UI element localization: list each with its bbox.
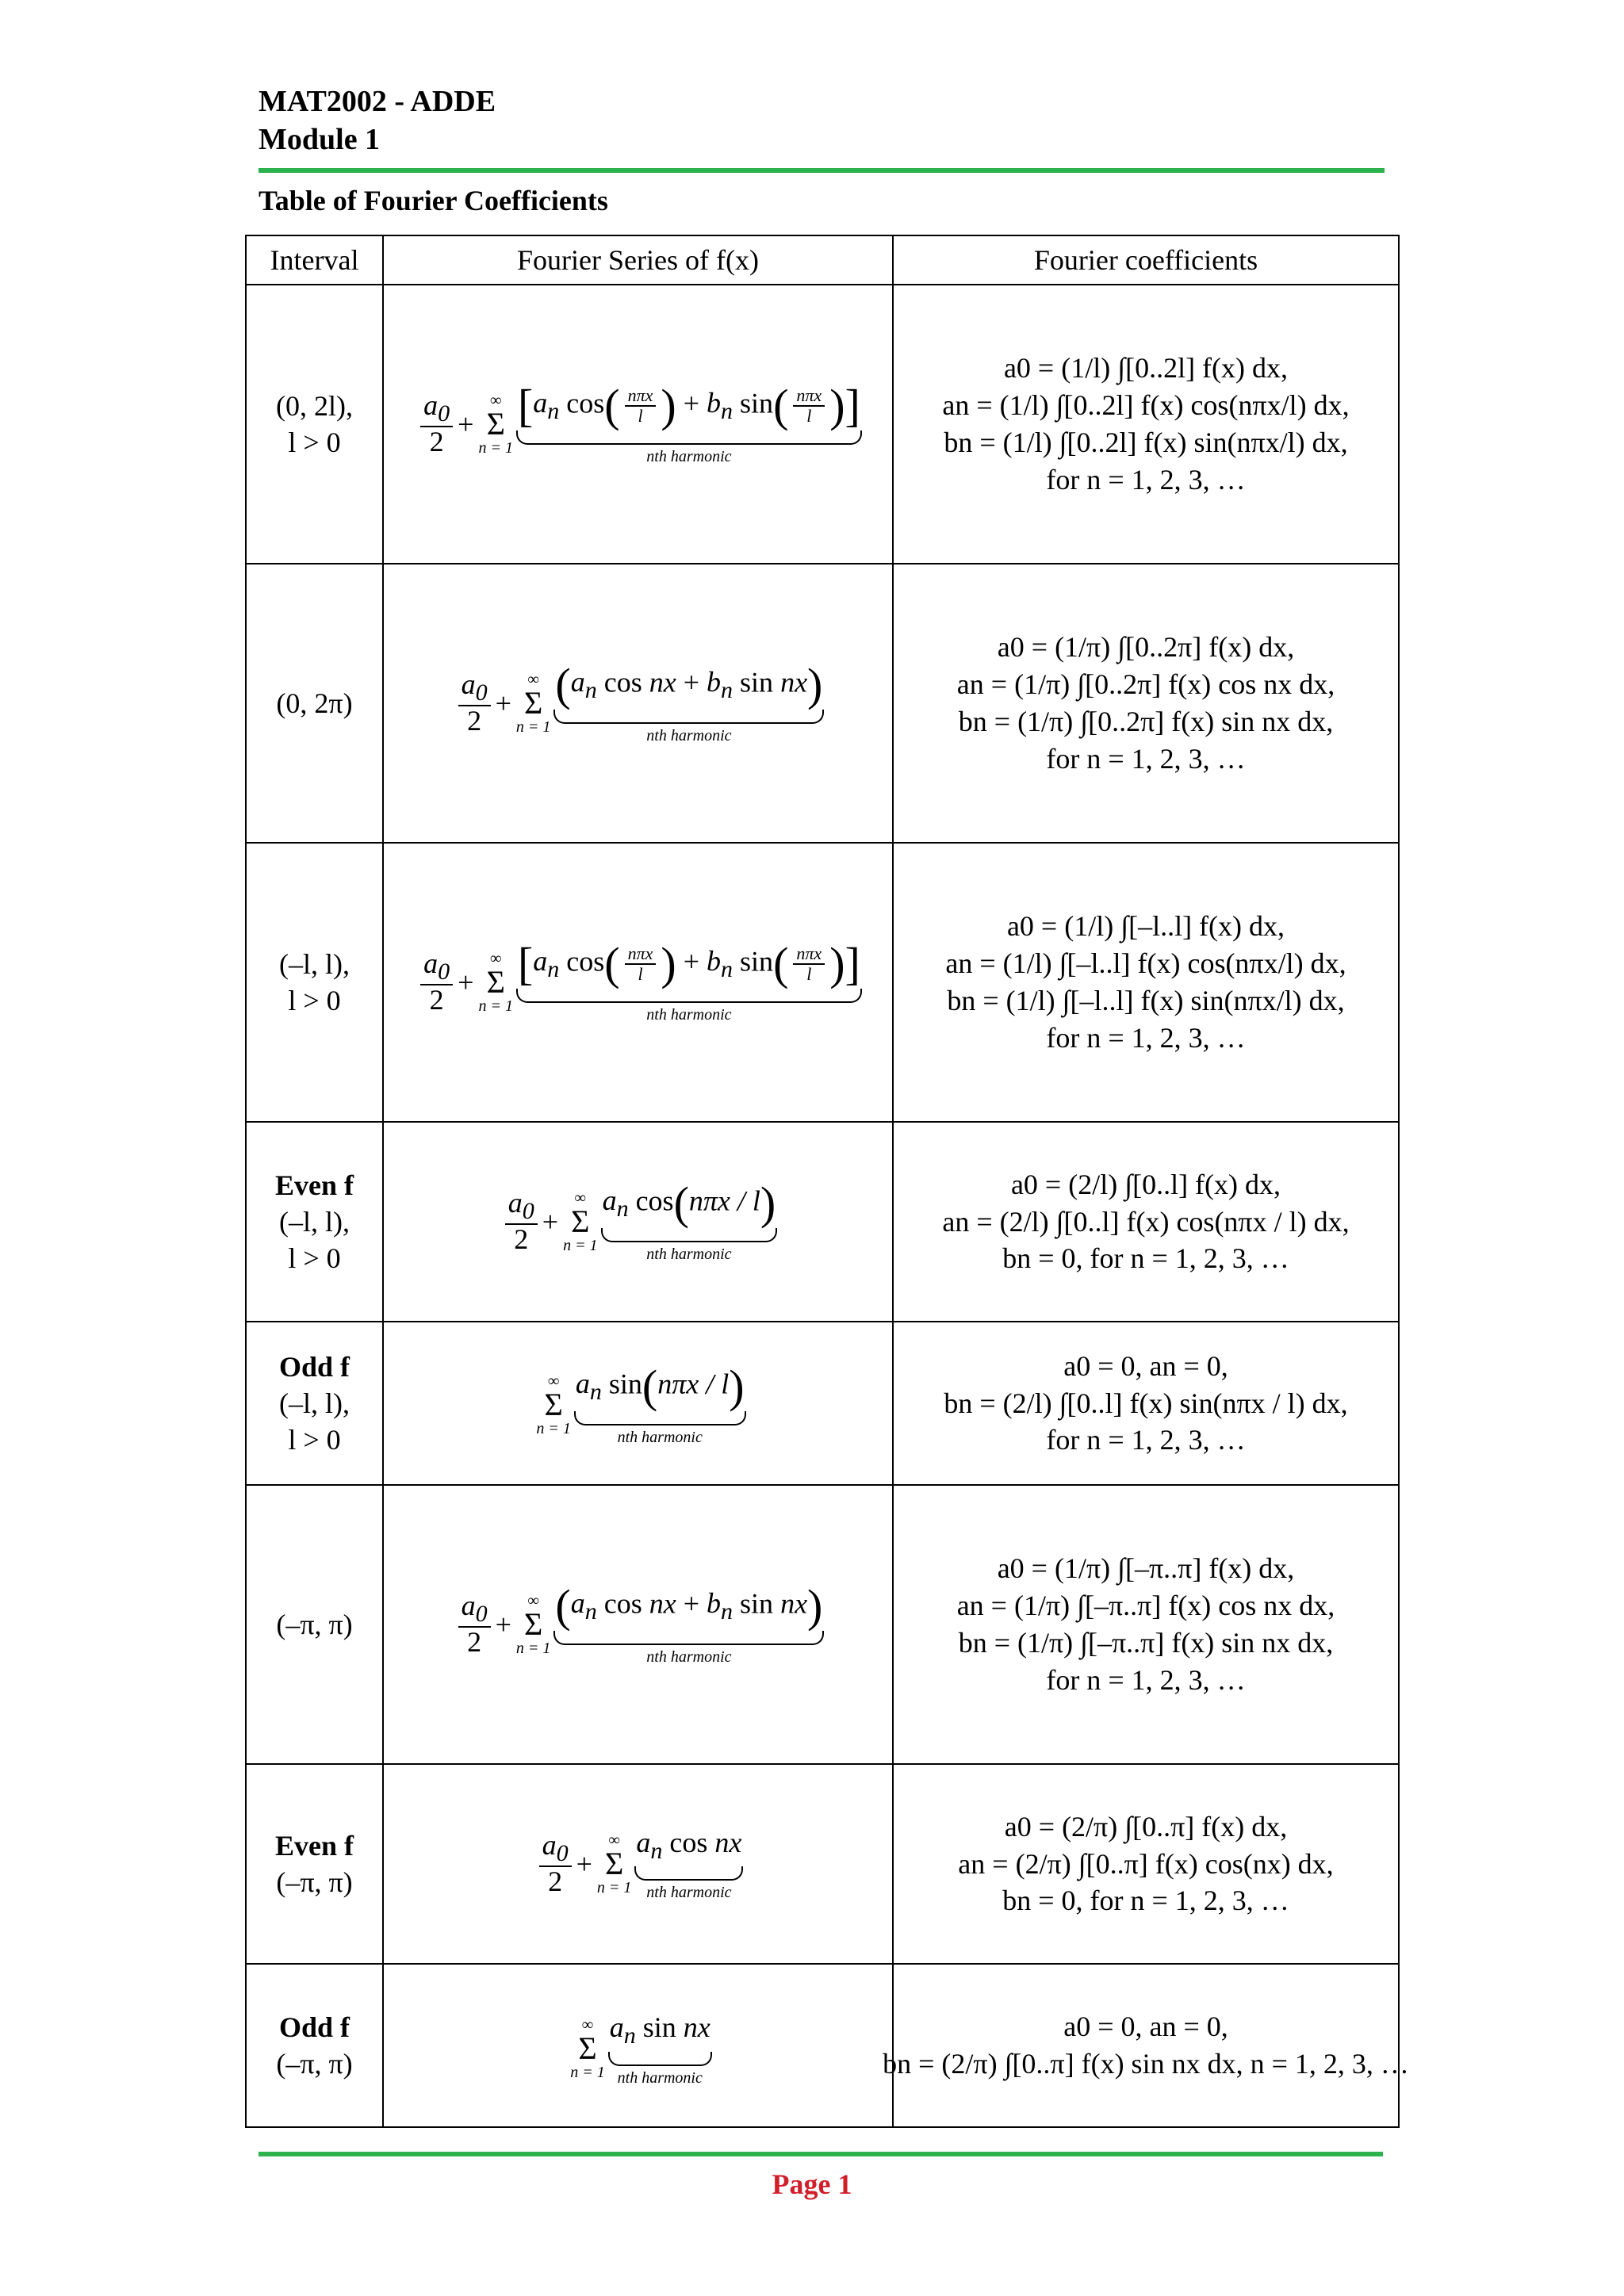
coefficients-cell — [893, 1122, 1399, 1322]
interval-cell — [246, 285, 383, 564]
coefficient-formula: an = (1/l) ∫[0..2l] f(x) cos(nπx/l) dx, — [942, 389, 1350, 422]
summation: ∞ Σ n = 1 — [515, 1592, 551, 1657]
nth-harmonic-group: [$a_n$ cos( $\frac{\text{nπx}}{l}$ ) + $b_n$ sin( $\frac{\text{nπx}}{l}$ )] nth harmonic — [517, 379, 860, 465]
interval-line: l > 0 — [288, 1242, 341, 1274]
series-formula — [531, 1360, 745, 1447]
series-cell — [383, 285, 893, 564]
summation: ∞ Σ n = 1 — [596, 1831, 632, 1896]
interval-line: l > 0 — [288, 427, 341, 458]
coefficient-formula: for n = 1, 2, 3, … — [1046, 742, 1246, 775]
col-header-series: Fourier Series of f(x) — [383, 235, 893, 285]
coefficient-formula: for n = 1, 2, 3, … — [1046, 1424, 1246, 1456]
coefficient-formula: an = (1/π) ∫[0..2π] f(x) cos nx dx, — [956, 668, 1335, 701]
coefficient-formula: bn = (1/π) ∫[0..2π] f(x) sin nx dx, — [958, 706, 1334, 737]
series-formula: $\frac{a_0}{2}$ + ∞ Σ n = 1 ($a_n$ cos nx + $b_n$ sin nx) nth harmonic — [454, 1583, 823, 1667]
nth-harmonic-group: $a_n$ cos nx nth harmonic — [636, 1826, 742, 1902]
coefficients-cell — [893, 1764, 1399, 1964]
coefficient-formula: bn = (2/π) ∫[0..π] f(x) sin nx dx, n = 1, 2, 3, … — [883, 2048, 1409, 2080]
module-title: Module 1 — [259, 123, 381, 156]
series-cell — [383, 564, 893, 843]
series-formula — [565, 2011, 710, 2087]
coefficients-cell — [893, 1485, 1399, 1764]
table-row — [246, 1485, 1399, 1764]
series-cell — [383, 1485, 893, 1764]
interval-label-bold: Odd f — [278, 1351, 350, 1383]
summation: ∞ Σ n = 1 — [563, 1189, 598, 1254]
col-header-coefficients: Fourier coefficients — [893, 235, 1399, 285]
fraction: $\frac{a_0}{2}$ — [458, 670, 491, 737]
nth-harmonic-group: ($a_n$ cos nx + $b_n$ sin nx) nth harmonic — [555, 1579, 823, 1666]
coefficient-formula: a0 = (1/l) ∫[0..2l] f(x) dx, — [1003, 352, 1289, 385]
nth-harmonic-group: $a_n$ sin(nπx / l) nth harmonic — [575, 1360, 745, 1446]
coefficients-cell — [893, 564, 1399, 843]
coefficient-formula: for n = 1, 2, 3, … — [1046, 463, 1246, 496]
fraction: $\frac{a_0}{2}$ — [539, 1831, 572, 1897]
interval-cell — [246, 564, 383, 843]
summation: ∞ Σ n = 1 — [515, 671, 551, 736]
table-row — [246, 285, 1399, 564]
coefficient-formula: bn = (1/π) ∫[–π..π] f(x) sin nx dx, — [958, 1627, 1334, 1659]
coefficient-formula: a0 = 0, an = 0, — [1063, 1349, 1228, 1382]
interval-line: (–l, l), — [279, 1206, 350, 1238]
coefficients-cell — [893, 285, 1399, 564]
series-cell — [383, 1964, 893, 2127]
interval-line: (–l, l), — [279, 1387, 350, 1419]
table-row — [246, 843, 1399, 1122]
coefficients-cell — [893, 843, 1399, 1122]
series-cell — [383, 1122, 893, 1322]
coefficient-formula: a0 = (1/l) ∫[–l..l] f(x) dx, — [1006, 910, 1285, 943]
interval-label-bold: Odd f — [278, 2011, 350, 2043]
coefficient-formula: a0 = (2/π) ∫[0..π] f(x) dx, — [1004, 1810, 1288, 1843]
summation: ∞ Σ n = 1 — [570, 2016, 605, 2082]
table-row — [246, 564, 1399, 843]
coefficient-formula: an = (1/l) ∫[–l..l] f(x) cos(nπx/l) dx, — [945, 947, 1346, 980]
underbrace — [601, 1228, 778, 1242]
coefficient-formula: a0 = (2/l) ∫[0..l] f(x) dx, — [1010, 1168, 1281, 1200]
series-formula: $\frac{a_0}{2}$ + ∞ Σ n = 1 ($a_n$ cos nx + $b_n$ sin nx) nth harmonic — [454, 662, 823, 745]
harmonic-label: nth harmonic — [617, 2068, 703, 2087]
table-row — [246, 1322, 1399, 1485]
underbrace — [516, 430, 862, 445]
underbrace — [516, 989, 862, 1003]
interval-line: (0, 2π) — [276, 687, 353, 719]
fraction: $\frac{a_0}{2}$ — [505, 1188, 538, 1255]
interval-line: (0, 2l), — [276, 390, 353, 422]
coefficient-formula: bn = (1/l) ∫[–l..l] f(x) sin(nπx/l) dx, — [947, 985, 1345, 1016]
summation: ∞ Σ n = 1 — [478, 392, 513, 457]
coefficient-formula: bn = 0, for n = 1, 2, 3, … — [1002, 1885, 1289, 1917]
interval-cell — [246, 1322, 383, 1485]
harmonic-label: nth harmonic — [617, 1428, 703, 1446]
coefficient-formula: bn = 0, for n = 1, 2, 3, … — [1002, 1242, 1289, 1275]
page-number: Page 1 — [772, 2168, 852, 2200]
coefficient-formula: for n = 1, 2, 3, … — [1046, 1021, 1246, 1054]
interval-line: l > 0 — [288, 985, 341, 1016]
coefficient-formula: for n = 1, 2, 3, … — [1046, 1663, 1246, 1696]
table-row — [246, 1964, 1399, 2127]
underbrace — [553, 710, 824, 724]
fraction: $\frac{a_0}{2}$ — [458, 1591, 491, 1658]
interval-line: (–π, π) — [276, 1609, 353, 1640]
coefficients-cell — [893, 1322, 1399, 1485]
fourier-table — [245, 235, 1409, 2128]
harmonic-label: nth harmonic — [646, 1245, 732, 1263]
harmonic-label: nth harmonic — [646, 1647, 732, 1666]
nth-harmonic-group: $a_n$ sin nx nth harmonic — [609, 2011, 710, 2087]
interval-cell — [246, 1764, 383, 1964]
table-row — [246, 1122, 1399, 1322]
nth-harmonic-group: [$a_n$ cos( $\frac{\text{nπx}}{l}$ ) + $b_n$ sin( $\frac{\text{nπx}}{l}$ )] nth harmonic — [517, 937, 860, 1024]
interval-cell — [246, 1964, 383, 2127]
page-header — [259, 82, 496, 159]
coefficient-formula: bn = (2/l) ∫[0..l] f(x) sin(nπx / l) dx, — [944, 1387, 1348, 1419]
coefficient-formula: a0 = (1/π) ∫[–π..π] f(x) dx, — [997, 1552, 1295, 1585]
interval-cell — [246, 1122, 383, 1322]
table-header-row — [246, 235, 1399, 285]
fraction: $\frac{a_0}{2}$ — [420, 949, 453, 1016]
harmonic-label: nth harmonic — [646, 726, 732, 744]
coefficient-formula: an = (2/π) ∫[0..π] f(x) cos(nx) dx, — [958, 1847, 1334, 1880]
interval-cell — [246, 1485, 383, 1764]
interval-label-bold: Even f — [275, 1830, 354, 1862]
series-cell — [383, 1322, 893, 1485]
interval-line: (–l, l), — [279, 948, 350, 980]
interval-line: (–π, π) — [276, 1866, 353, 1898]
fraction: $\frac{a_0}{2}$ — [420, 391, 453, 457]
summation: ∞ Σ n = 1 — [478, 950, 513, 1015]
harmonic-label: nth harmonic — [646, 447, 732, 465]
coefficient-formula: a0 = 0, an = 0, — [1063, 2011, 1228, 2043]
interval-line: l > 0 — [288, 1424, 341, 1456]
col-header-interval: Interval — [246, 235, 383, 285]
series-formula: $\frac{a_0}{2}$ + ∞ Σ n = 1 $a_n$ cos nx nth harmonic — [534, 1826, 742, 1902]
course-title: MAT2002 - ADDE — [259, 85, 496, 118]
series-cell — [383, 1764, 893, 1964]
coefficient-formula: an = (1/π) ∫[–π..π] f(x) cos nx dx, — [956, 1590, 1335, 1622]
series-formula: $\frac{a_0}{2}$ + ∞ Σ n = 1 $a_n$ cos(nπx / l) nth harmonic — [500, 1181, 776, 1264]
series-cell — [383, 843, 893, 1122]
interval-cell — [246, 843, 383, 1122]
underbrace — [634, 1866, 743, 1881]
harmonic-label: nth harmonic — [646, 1005, 732, 1024]
header-rule — [259, 168, 1385, 173]
interval-line: (–π, π) — [276, 2048, 353, 2080]
coefficient-formula: an = (2/l) ∫[0..l] f(x) cos(nπx / l) dx, — [942, 1205, 1350, 1238]
coefficient-formula: bn = (1/l) ∫[0..2l] f(x) sin(nπx/l) dx, — [944, 427, 1348, 458]
coefficients-cell — [883, 1964, 1409, 2127]
underbrace — [553, 1631, 824, 1645]
footer-rule — [259, 2152, 1383, 2156]
coefficient-formula: a0 = (1/π) ∫[0..2π] f(x) dx, — [997, 631, 1295, 664]
series-formula: $\frac{a_0}{2}$ + ∞ Σ n = 1 [$a_n$ cos( $\frac{\text{nπx}}{l}$ ) + $b_n$ sin( $\frac{\text{nπx}}{l}$ )] nth harmonic — [416, 383, 860, 466]
underbrace — [608, 2052, 712, 2066]
interval-label-bold: Even f — [275, 1169, 354, 1201]
summation: ∞ Σ n = 1 — [536, 1372, 571, 1438]
underbrace — [574, 1411, 746, 1425]
harmonic-label: nth harmonic — [646, 1884, 732, 1902]
table-row — [246, 1764, 1399, 1964]
series-formula: $\frac{a_0}{2}$ + ∞ Σ n = 1 [$a_n$ cos( $\frac{\text{nπx}}{l}$ ) + $b_n$ sin( $\frac{\text{nπx}}{l}$ )] nth harmonic — [416, 941, 860, 1024]
nth-harmonic-group: ($a_n$ cos nx + $b_n$ sin nx) nth harmonic — [555, 658, 823, 744]
nth-harmonic-group: $a_n$ cos(nπx / l) nth harmonic — [602, 1177, 776, 1263]
table-title: Table of Fourier Coefficients — [259, 185, 608, 216]
